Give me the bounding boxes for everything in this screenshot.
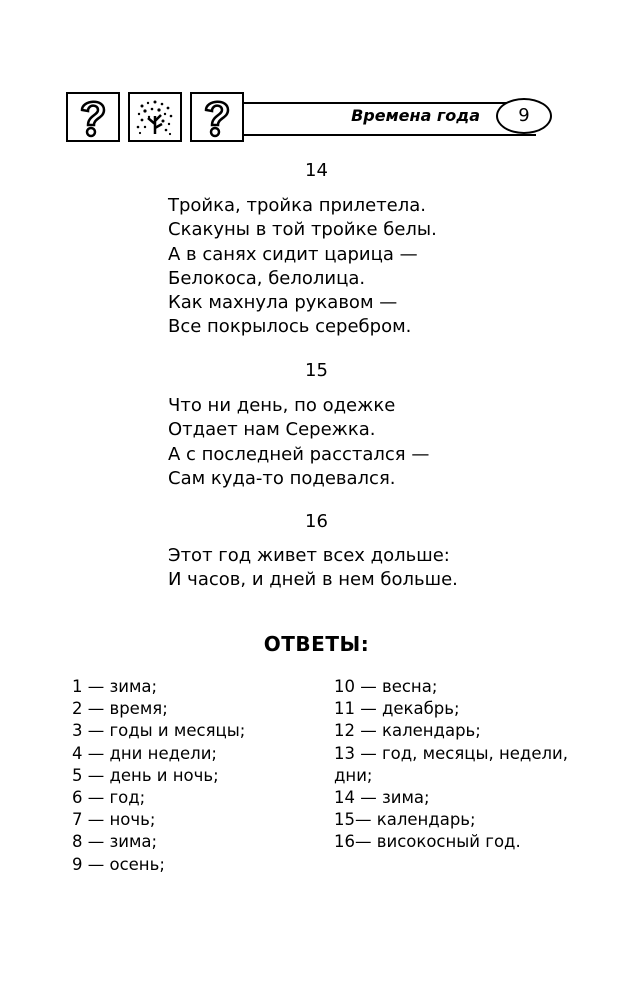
answer-item: 1 — зима;: [72, 677, 158, 696]
page-header: [66, 92, 552, 146]
riddle-number: 15: [305, 360, 328, 381]
answers-right-column: [334, 676, 568, 854]
verse-line: Отдает нам Сережка.: [168, 419, 376, 441]
answer-item: 4 — дни недели;: [72, 743, 217, 763]
page-number: 9: [496, 98, 552, 134]
riddle-text: [168, 544, 458, 593]
question-mark-icon: [66, 92, 120, 142]
verse-line: Этот год живет всех дольше:: [168, 545, 450, 566]
answer-item: 10 — весна;: [334, 677, 438, 696]
answer-item: 16— високосный год.: [334, 832, 521, 852]
answer-item: 2 — время;: [72, 699, 168, 719]
answer-item: 15— календарь;: [334, 810, 476, 830]
riddle-number: 14: [305, 160, 328, 181]
answer-item: дни;: [334, 765, 373, 785]
answer-item: 11 — декабрь;: [334, 699, 460, 719]
answers-heading: ОТВЕТЫ:: [263, 632, 370, 656]
answer-item: 8 — зима;: [72, 832, 158, 852]
verse-line: Что ни день, по одежке: [168, 395, 396, 416]
verse-line: Белокоса, белолица.: [168, 267, 366, 289]
answer-item: 9 — осень;: [72, 854, 165, 874]
answer-item: 12 — календарь;: [334, 721, 481, 741]
answer-item: 6 — год;: [72, 788, 146, 808]
verse-line: А с последней расстался —: [168, 443, 430, 465]
answer-item: 14 — зима;: [334, 788, 430, 808]
verse-line: Скакуны в той тройке белы.: [168, 219, 437, 241]
verse-line: Как махнула рукавом —: [168, 292, 398, 314]
question-mark-icon: [190, 92, 244, 142]
verse-line: Тройка, тройка прилетела.: [168, 195, 427, 216]
riddle-text: [168, 394, 429, 491]
answer-item: 7 — ночь;: [72, 810, 156, 830]
verse-line: Все покрылось серебром.: [168, 316, 412, 338]
verse-line: Сам куда-то подевался.: [168, 467, 396, 489]
answer-item: 5 — день и ночь;: [72, 765, 219, 785]
riddle-number: 16: [305, 511, 328, 532]
answer-item: 13 — год, месяцы, недели,: [334, 743, 569, 763]
answer-item: 3 — годы и месяцы;: [72, 721, 246, 741]
answers-left-column: [72, 676, 245, 876]
verse-line: И часов, и дней в нем больше.: [168, 569, 458, 591]
section-title: Времена года: [351, 106, 480, 125]
verse-line: А в санях сидит царица —: [168, 243, 418, 265]
riddle-text: [168, 194, 437, 340]
tree-icon: [128, 92, 182, 142]
